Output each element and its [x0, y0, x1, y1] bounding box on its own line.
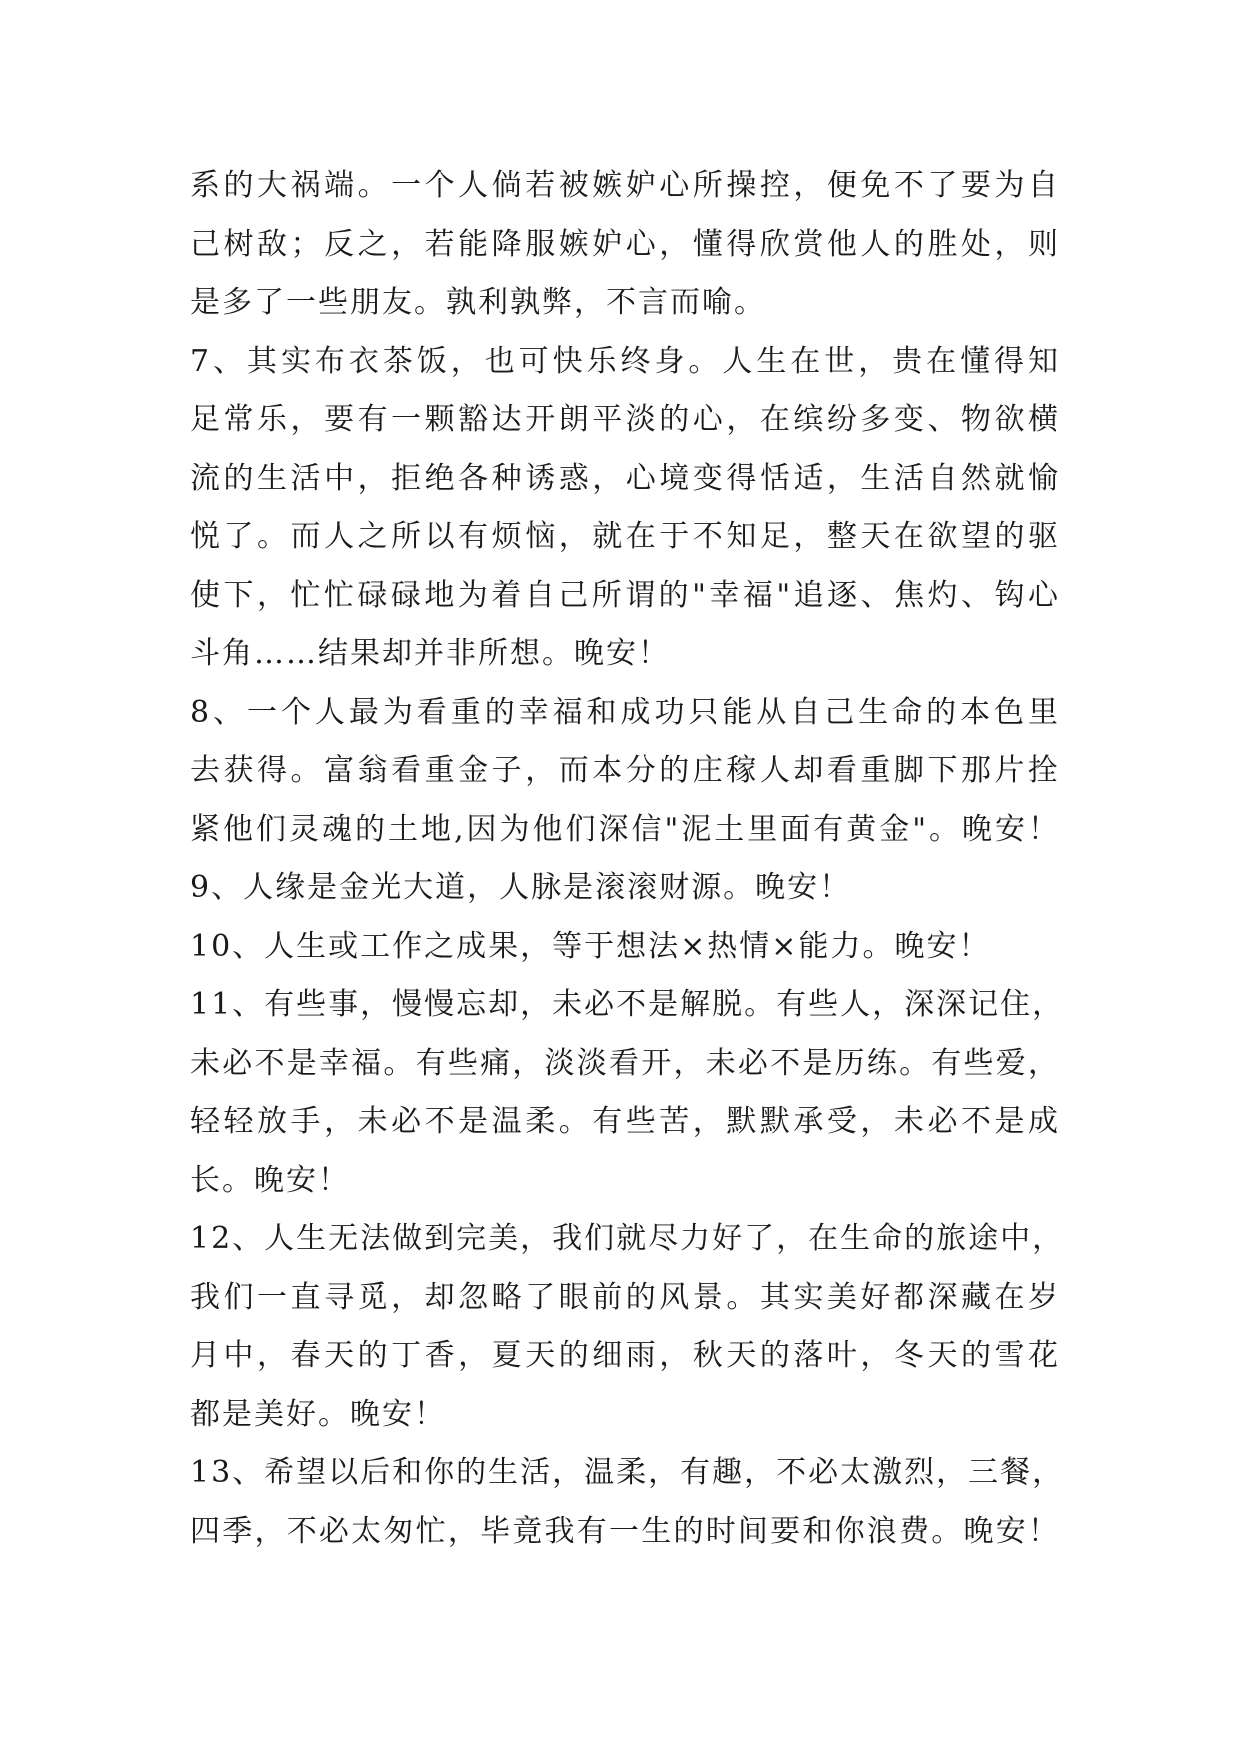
- text-line: 8、一个人最为看重的幸福和成功只能从自己生命的本色里: [190, 694, 1060, 730]
- text-line: 都是美好。晚安！: [190, 1396, 446, 1432]
- text-line: 斗角……结果却并非所想。晚安！: [190, 636, 670, 671]
- text-line: 紧他们灵魂的土地,因为他们深信"泥土里面有黄金"。晚安！: [190, 811, 1060, 847]
- text-line: 足常乐，要有一颗豁达开朗平淡的心，在缤纷多变、物欲横: [190, 402, 1060, 437]
- paragraph-12: [190, 1210, 1065, 1444]
- text-line: 7、其实布衣茶饭，也可快乐终身。人生在世，贵在懂得知: [190, 343, 1060, 379]
- text-line: 长。晚安！: [190, 1162, 350, 1198]
- paragraph-8: [190, 684, 1060, 860]
- paragraph-13: [190, 1444, 1065, 1561]
- text-line: 使下，忙忙碌碌地为着自己所谓的"幸福"追逐、焦灼、钩心: [190, 577, 1060, 613]
- text-line: 11、有些事，慢慢忘却，未必不是解脱。有些人，深深记住，: [190, 987, 1065, 1022]
- text-line: 是多了一些朋友。孰利孰弊，不言而喻。: [190, 285, 766, 320]
- document-body: [190, 157, 1065, 1561]
- paragraph-10: [190, 918, 1060, 977]
- text-line: 月中，春天的丁香，夏天的细雨，秋天的落叶，冬天的雪花: [190, 1338, 1060, 1373]
- text-line: 轻轻放手，未必不是温柔。有些苦，默默承受，未必不是成: [190, 1104, 1060, 1139]
- paragraph-9: [190, 859, 1060, 918]
- text-line: 四季，不必太匆忙，毕竟我有一生的时间要和你浪费。晚安！: [190, 1513, 1060, 1549]
- text-line: 悦了。而人之所以有烦恼，就在于不知足，整天在欲望的驱: [190, 519, 1060, 554]
- paragraph-7: [190, 333, 1060, 684]
- paragraph-continued: [190, 157, 1060, 333]
- text-line: 9、人缘是金光大道，人脉是滚滚财源。晚安！: [190, 870, 852, 905]
- text-line: 12、人生无法做到完美，我们就尽力好了，在生命的旅途中，: [190, 1221, 1065, 1256]
- paragraph-11: [190, 976, 1065, 1210]
- text-line: 去获得。富翁看重金子，而本分的庄稼人却看重脚下那片拴: [190, 753, 1060, 788]
- text-line: 13、希望以后和你的生活，温柔，有趣，不必太激烈，三餐，: [190, 1455, 1065, 1490]
- text-line: 我们一直寻觅，却忽略了眼前的风景。其实美好都深藏在岁: [190, 1279, 1060, 1315]
- text-line: 10、人生或工作之成果，等于想法×热情×能力。晚安！: [190, 928, 991, 964]
- text-line: 系的大祸端。一个人倘若被嫉妒心所操控，便免不了要为自: [190, 168, 1060, 203]
- text-line: 未必不是幸福。有些痛，淡淡看开，未必不是历练。有些爱，: [190, 1045, 1060, 1081]
- text-line: 己树敌；反之，若能降服嫉妒心，懂得欣赏他人的胜处，则: [190, 226, 1060, 262]
- text-line: 流的生活中，拒绝各种诱惑，心境变得恬适，生活自然就愉: [190, 460, 1060, 496]
